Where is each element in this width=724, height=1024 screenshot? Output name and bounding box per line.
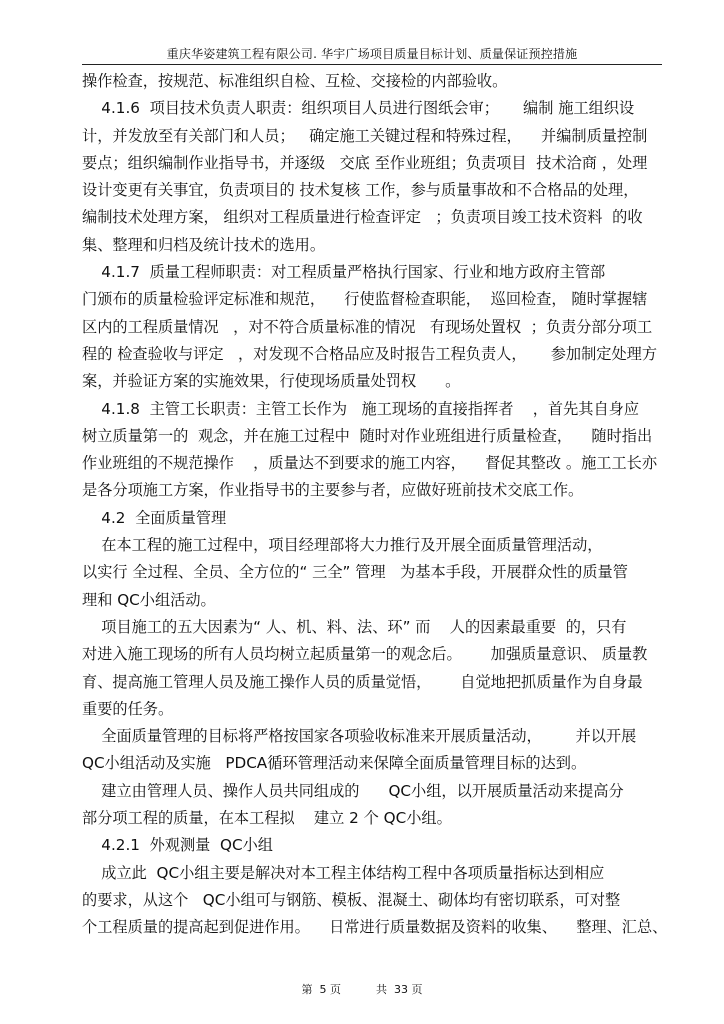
body-text-line: 部分项工程的质量，在本工程拟 建立 2 个 QC小组。	[82, 809, 452, 828]
body-text-line: 以实行 全过程、全员、全方位的“ 三全” 管理 为基本手段，开展群众性的质量管	[82, 563, 628, 582]
body-text-line: 计，并发放至有关部门和人员； 确定施工关键过程和特殊过程， 并编制质量控制	[82, 126, 648, 145]
body-text-line: 案，并验证方案的实施效果，行使现场质量处罚权 。	[82, 372, 461, 391]
body-text-line: 区内的工程质量情况 ，对不符合质量标准的情况 有现场处置权 ；负责分部分项工	[82, 317, 653, 336]
body-text-line: 4.2 全面质量管理	[82, 508, 227, 527]
body-text-line: 个工程质量的提高起到促进作用。 日常进行质量数据及资料的收集、 整理、汇总、	[82, 918, 668, 937]
body-text-line: 操作检查，按规范、标准组织自检、互检、交接检的内部验收。	[82, 72, 508, 90]
body-text-line: 项目施工的五大因素为“ 人、机、料、法、环” 而 人的因素最重要 的，只有	[82, 617, 627, 636]
body-text-line: 作业班组的不规范操作 ，质量达不到要求的施工内容， 督促其整改 。施工工长亦	[82, 454, 658, 473]
body-text-line: 对进入施工现场的所有人员均树立起质量第一的观念后。 加强质量意识、 质量教	[82, 645, 648, 664]
body-text-line: 理和 QC小组活动。	[82, 590, 216, 609]
body-text-line: 集、整理和归档及统计技术的选用。	[82, 235, 325, 254]
body-text-line: 门颁布的质量检验评定标准和规范， 行使监督检查职能， 巡回检查， 随时掌握辖	[82, 290, 648, 309]
body-text-line: 育、提高施工管理人员及施工操作人员的质量觉悟， 自觉地把抓质量作为自身最	[82, 672, 643, 691]
body-text-line: 重要的任务。	[82, 699, 174, 718]
body-text-line: 4.2.1 外观测量 QC小组	[82, 836, 273, 855]
body-text-line: 设计变更有关事宜，负责项目的 技术复核 工作，参与质量事故和不合格品的处理，	[82, 181, 639, 200]
body-text-line: 在本工程的施工过程中，项目经理部将大力推行及开展全面质量管理活动，	[82, 536, 603, 555]
body-text-line: 建立由管理人员、操作人员共同组成的 QC小组，以开展质量活动来提高分	[82, 781, 624, 800]
page-footer: 第 5 页 共 33 页	[301, 983, 423, 996]
body-text-line: 程的 检查验收与评定 ，对发现不合格品应及时报告工程负责人， 参加制定处理方	[82, 344, 658, 363]
body-text-line: 4.1.7 质量工程师职责：对工程质量严格执行国家、行业和地方政府主管部	[82, 263, 606, 282]
body-text-line: QC小组活动及实施 PDCA循环管理活动来保障全面质量管理目标的达到。	[82, 754, 587, 773]
document-body	[82, 68, 672, 942]
body-text-line: 编制技术处理方案， 组织对工程质量进行检查评定 ；负责项目竣工技术资料 的收	[82, 208, 643, 227]
body-text-line: 树立质量第一的 观念，并在施工过程中 随时对作业班组进行质量检查， 随时指出	[82, 426, 653, 445]
header-rule	[82, 64, 662, 65]
body-text-line: 的要求，从这个 QC小组可与钢筋、模板、混凝土、砌体均有密切联系，可对整	[82, 890, 621, 909]
body-text-line: 全面质量管理的目标将严格按国家各项验收标准来开展质量活动， 并以开展	[82, 727, 637, 746]
body-text-line: 4.1.6 项目技术负责人职责：组织项目人员进行图纸会审； 编制 施工组织设	[82, 99, 635, 118]
body-text-line: 4.1.8 主管工长职责：主管工长作为 施工现场的直接指挥者 ，首先其自身应	[82, 399, 640, 418]
page-header: 重庆华姿建筑工程有限公司. 华宇广场项目质量目标计划、质量保证预控措施	[166, 47, 578, 61]
body-text-line: 要点；组织编制作业指导书，并逐级 交底 至作业班组；负责项目 技术洽商 ，处理	[82, 153, 648, 172]
body-text-line: 成立此 QC小组主要是解决对本工程主体结构工程中各项质量指标达到相应	[82, 863, 605, 882]
body-text-line: 是各分项施工方案，作业指导书的主要参与者，应做好班前技术交底工作。	[82, 481, 584, 500]
